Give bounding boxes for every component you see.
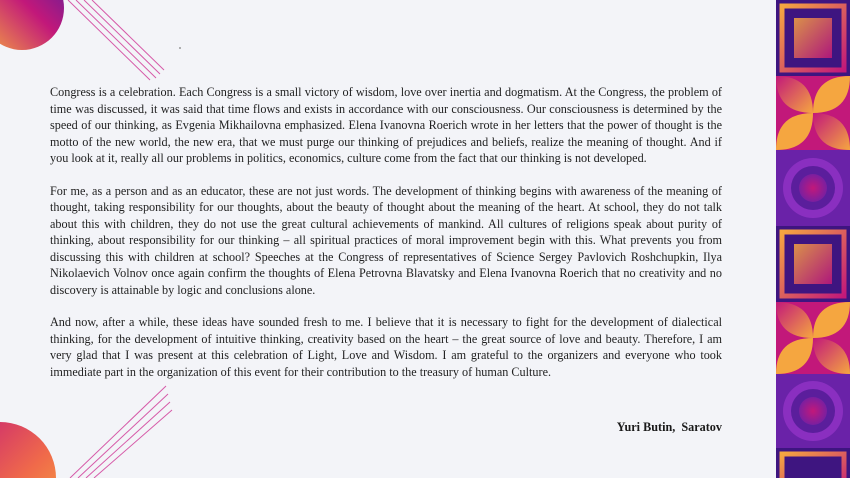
square-tile: [776, 448, 850, 478]
author-signature: Yuri Butin, Saratov: [616, 420, 722, 434]
diagonal-lines-top: [68, 0, 164, 80]
article-body: [50, 84, 722, 396]
circle-tile: [776, 150, 850, 226]
leaf-tile: [776, 76, 850, 150]
paragraph-1: Congress is a celebration. Each Congress is a small victory of wisdom, love over inertia and dogmatism. At the Congress, the problem of time was discussed, it was said that time flows and exists in accordance with our consciousness. Our consciousness is determined by the speed of our thinking, as Evgenia Mikhailovna emphasized. Elena Ivanovna Roerich wrote in her letters that the power of thought is the motto of the new world, the new era, that we must purge our thinking of prejudices and beliefs, realize the meaning of thought. And if you look at it, really all our problems in politics, economics, culture come from the fact that our thinking is not developed.: [50, 85, 722, 165]
geometric-pattern-band: [776, 0, 850, 478]
paragraph-3: And now, after a while, these ideas have sounded fresh to me. I believe that it is necessary to fight for the development of dialectical thinking, for the development of intuitive thinking, creativity based on the heart – the great source of love and beauty. Therefore, I am very glad that I was present at this celebration of Light, Love and Wisdom. I am grateful to the organizers and everyone who took immediate part in the organization of this event for their contribution to the treasury of human Culture.: [50, 315, 722, 379]
square-tile: [776, 226, 850, 302]
circle-tile: [776, 374, 850, 448]
diagonal-lines-bottom: [70, 386, 172, 478]
square-tile: [776, 0, 850, 76]
leaf-tile: [776, 302, 850, 374]
paragraph-2: For me, as a person and as an educator, these are not just words. The development of thinking begins with awareness of the meaning of thought, taking responsibility for our thoughts, about the beauty of thought about the meaning of the heart. At school, they do not talk about this with children, they do not use the great cultural achievements of mankind. All cultures of religions speak about purity of thinking, about responsibility for our thinking – all spiritual practices of moral improvement begin with this. What prevents you from discussing this with children at school? Speeches at the Congress of representatives of Science Sergey Pavlovich Roshchupkin, Ilya Nikolaevich Volnov once again confirm the thoughts of Elena Petrovna Blavatsky and Elena Ivanovna Roerich that no creativity and no discovery is attainable by logic and conclusions alone.: [50, 183, 722, 297]
